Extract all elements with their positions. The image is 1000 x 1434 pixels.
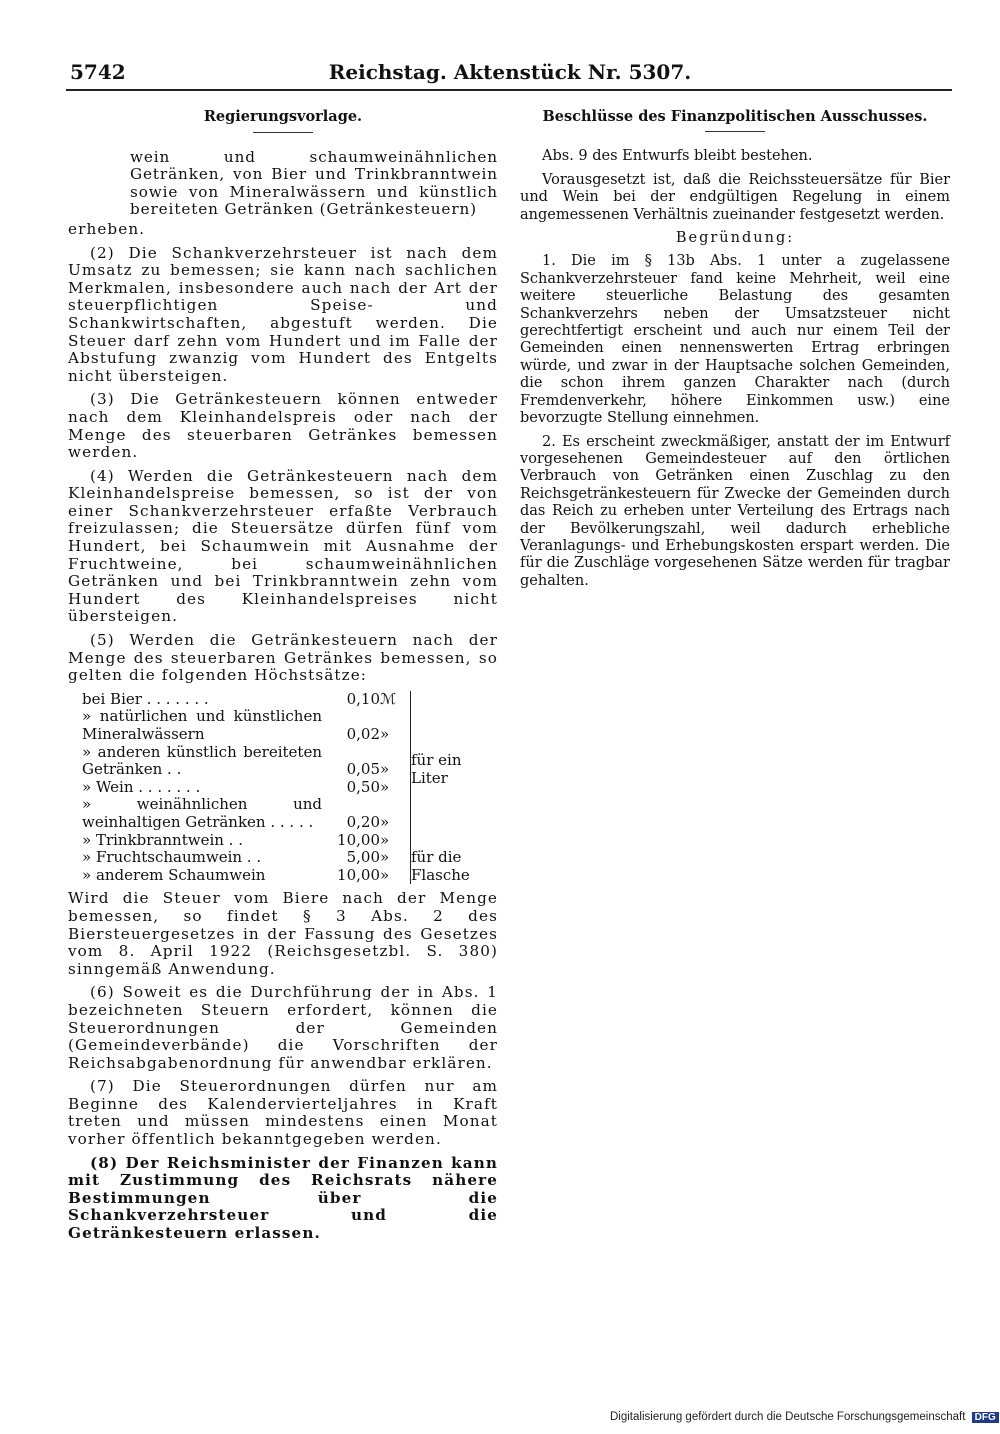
unit-liter: für ein Liter [411,751,462,787]
header-rule [66,89,952,91]
heading-divider [253,132,313,133]
heading-divider [705,131,765,132]
page-header [70,60,950,86]
paragraph-4: (4) Werden die Getränkesteuern nach dem Kleinhandelspreise bemessen, so ist der von einer Schankverzehrsteuer erfaßte Verbrauch freizulassen; die Steuersätze dürfen fünf vom Hundert, bei Schaumwein mit Ausnahme der Fruchtweine, bei schaumweinähnlichen Getränken und bei Trinkbranntwein zehn vom Hundert des Kleinhandelspreises nicht übersteigen. [68,466,498,626]
paragraph-7: (7) Die Steuerordnungen dürfen nur am Beginne des Kalendervierteljahres in Kraft treten und müssen mindestens einen Monat vorher öffentlich bekanntgegeben werden. [68,1077,498,1149]
paragraph-8: (8) Der Reichsminister der Finanzen kann mit Zustimmung des Reichsrats nähere Bestimmungen über die Schankverzehrsteuer und die Getränkesteuern erlassen. [68,1153,498,1243]
paragraph-5b: Wird die Steuer vom Biere nach der Menge bemessen, so findet § 3 Abs. 2 des Biersteuergesetzes in der Fassung des Gesetzes vom 8. April 1922 (Reichsgesetzbl. S. 380) sinngemäß Anwendung. [68,889,498,978]
right-column [520,108,950,596]
left-column-heading: Regierungsvorlage. [203,108,363,125]
rate-unit: » [380,760,390,779]
rate-label: » Trinkbranntwein . . [82,830,243,849]
rate-value: 0,02 [346,725,380,743]
right-column-heading: Beschlüsse des Finanzpolitischen Ausschusses. [542,108,928,125]
rate-unit: ℳ [380,689,397,708]
rate-value: 0,20 [346,812,380,831]
brace-flasche [398,849,411,884]
paragraph-2: (2) Die Schankverzehrsteuer ist nach dem Umsatz zu bemessen; sie kann nach sachlichen Merkmalen, insbesondere auch nach der Art der steuerpflichtigen Speise- und Schankwirtschaften, abgestuft werden. Die Steuer darf zehn vom Hundert und im Falle der Abstufung zwanzig vom Hundert des Entgelts nicht übersteigen. [68,243,498,385]
rate-unit: » [380,777,390,796]
rate-row [82,691,502,709]
rate-label: » natürlichen und künstlichen Mineralwässern [82,707,322,743]
begruendung-1: 1. Die im § 13b Abs. 1 unter a zugelassene Schankverzehrsteuer fand keine Mehrheit, weil eine weitere steuerliche Belastung des gesamten Schankverzehrs neben der Umsatzsteuer nicht gerechtfertigt erscheint und auch nur einem Teil der Gemeinden einen nennenswerten Ertrag erbringen würde, und zwar in der Hauptsache solchen Gemeinden, die schon ihrem ganzen Charakter nach (durch Fremdenverkehr, höhere Einkommen usw.) eine bevorzugte Stellung einnehmen. [520,253,950,427]
rate-label: » anderen künstlich bereiteten Getränken . . [82,742,322,779]
rate-value: 0,50 [346,777,380,796]
rate-unit: » [380,812,390,831]
rate-label: » Wein . . . . . . . [82,777,201,796]
right-paragraph-1: Abs. 9 des Entwurfs bleibt bestehen. [542,148,813,165]
rate-value: 0,10 [346,689,380,708]
rate-row [82,849,502,867]
left-column [68,108,498,1249]
rate-value: 5,00 [346,848,380,867]
paragraph-5: (5) Werden die Getränkesteuern nach der Menge des steuerbaren Getränkes bemessen, so gelten die folgenden Höchstsätze: [68,631,498,685]
rate-label: » weinähnlichen und weinhaltigen Getränken . . . . . [82,795,322,831]
dfg-logo-icon: DFG [972,1412,999,1423]
rate-unit: » [380,848,390,867]
rates-table [82,691,502,885]
page-title: Reichstag. Aktenstück Nr. 5307. [328,60,692,84]
paragraph-3: (3) Die Getränkesteuern können entweder nach dem Kleinhandelspreis oder nach der Menge des steuerbaren Getränkes bemessen werden. [68,390,498,462]
rate-value: 10,00 [337,830,380,849]
rate-unit: » [380,725,390,743]
rate-label: » anderem Schaumwein [82,865,266,884]
footer-text: Digitalisierung gefördert durch die Deutsche Forschungsgemeinschaft [610,1411,966,1423]
rate-value: 10,00 [337,865,380,884]
rate-label: » Fruchtschaumwein . . [82,848,262,867]
brace-liter [398,691,411,849]
continued-text: wein und schaumweinähnlichen Getränken, von Bier und Trinkbranntwein sowie von Mineralwässern und künstlich bereiteten Getränken (Getränkesteuern) [130,147,498,219]
footer [610,1411,999,1423]
rate-unit: » [380,830,390,849]
begruendung-heading: Begründung: [675,230,795,247]
rate-value: 0,05 [346,760,380,779]
right-paragraph-2: Vorausgesetzt ist, daß die Reichssteuersätze für Bier und Wein bei der endgültigen Regelung in einem angemessenen Verhältnis zueinander festgesetzt werden. [520,171,950,223]
page-number: 5742 [70,60,126,84]
paragraph-6: (6) Soweit es die Durchführung der in Abs. 1 bezeichneten Steuern erfordert, können die Steuerordnungen der Gemeinden (Gemeindeverbände) die Vorschriften der Reichsabgabenordnung für anwendbar erklären. [68,983,498,1072]
rate-label: bei Bier . . . . . . . [82,689,209,708]
rate-unit: » [380,865,390,884]
erheben-text: erheben. [68,219,146,238]
begruendung-2: 2. Es erscheint zweckmäßiger, anstatt der im Entwurf vorgesehenen Gemeindesteuer auf den örtlichen Verbrauch von Getränken einen Zuschlag zu den Reichsgetränkesteuern für Zwecke der Gemeinden durch das Reich zu erheben unter Verteilung des Ertrags nach der Bevölkerungszahl, weil dadurch erhebliche Veranlagungs- und Erhebungskosten erspart werden. Die für die Zuschläge vorgesehenen Sätze werden für tragbar gehalten. [520,433,950,589]
unit-flasche: für die Flasche [411,848,470,884]
